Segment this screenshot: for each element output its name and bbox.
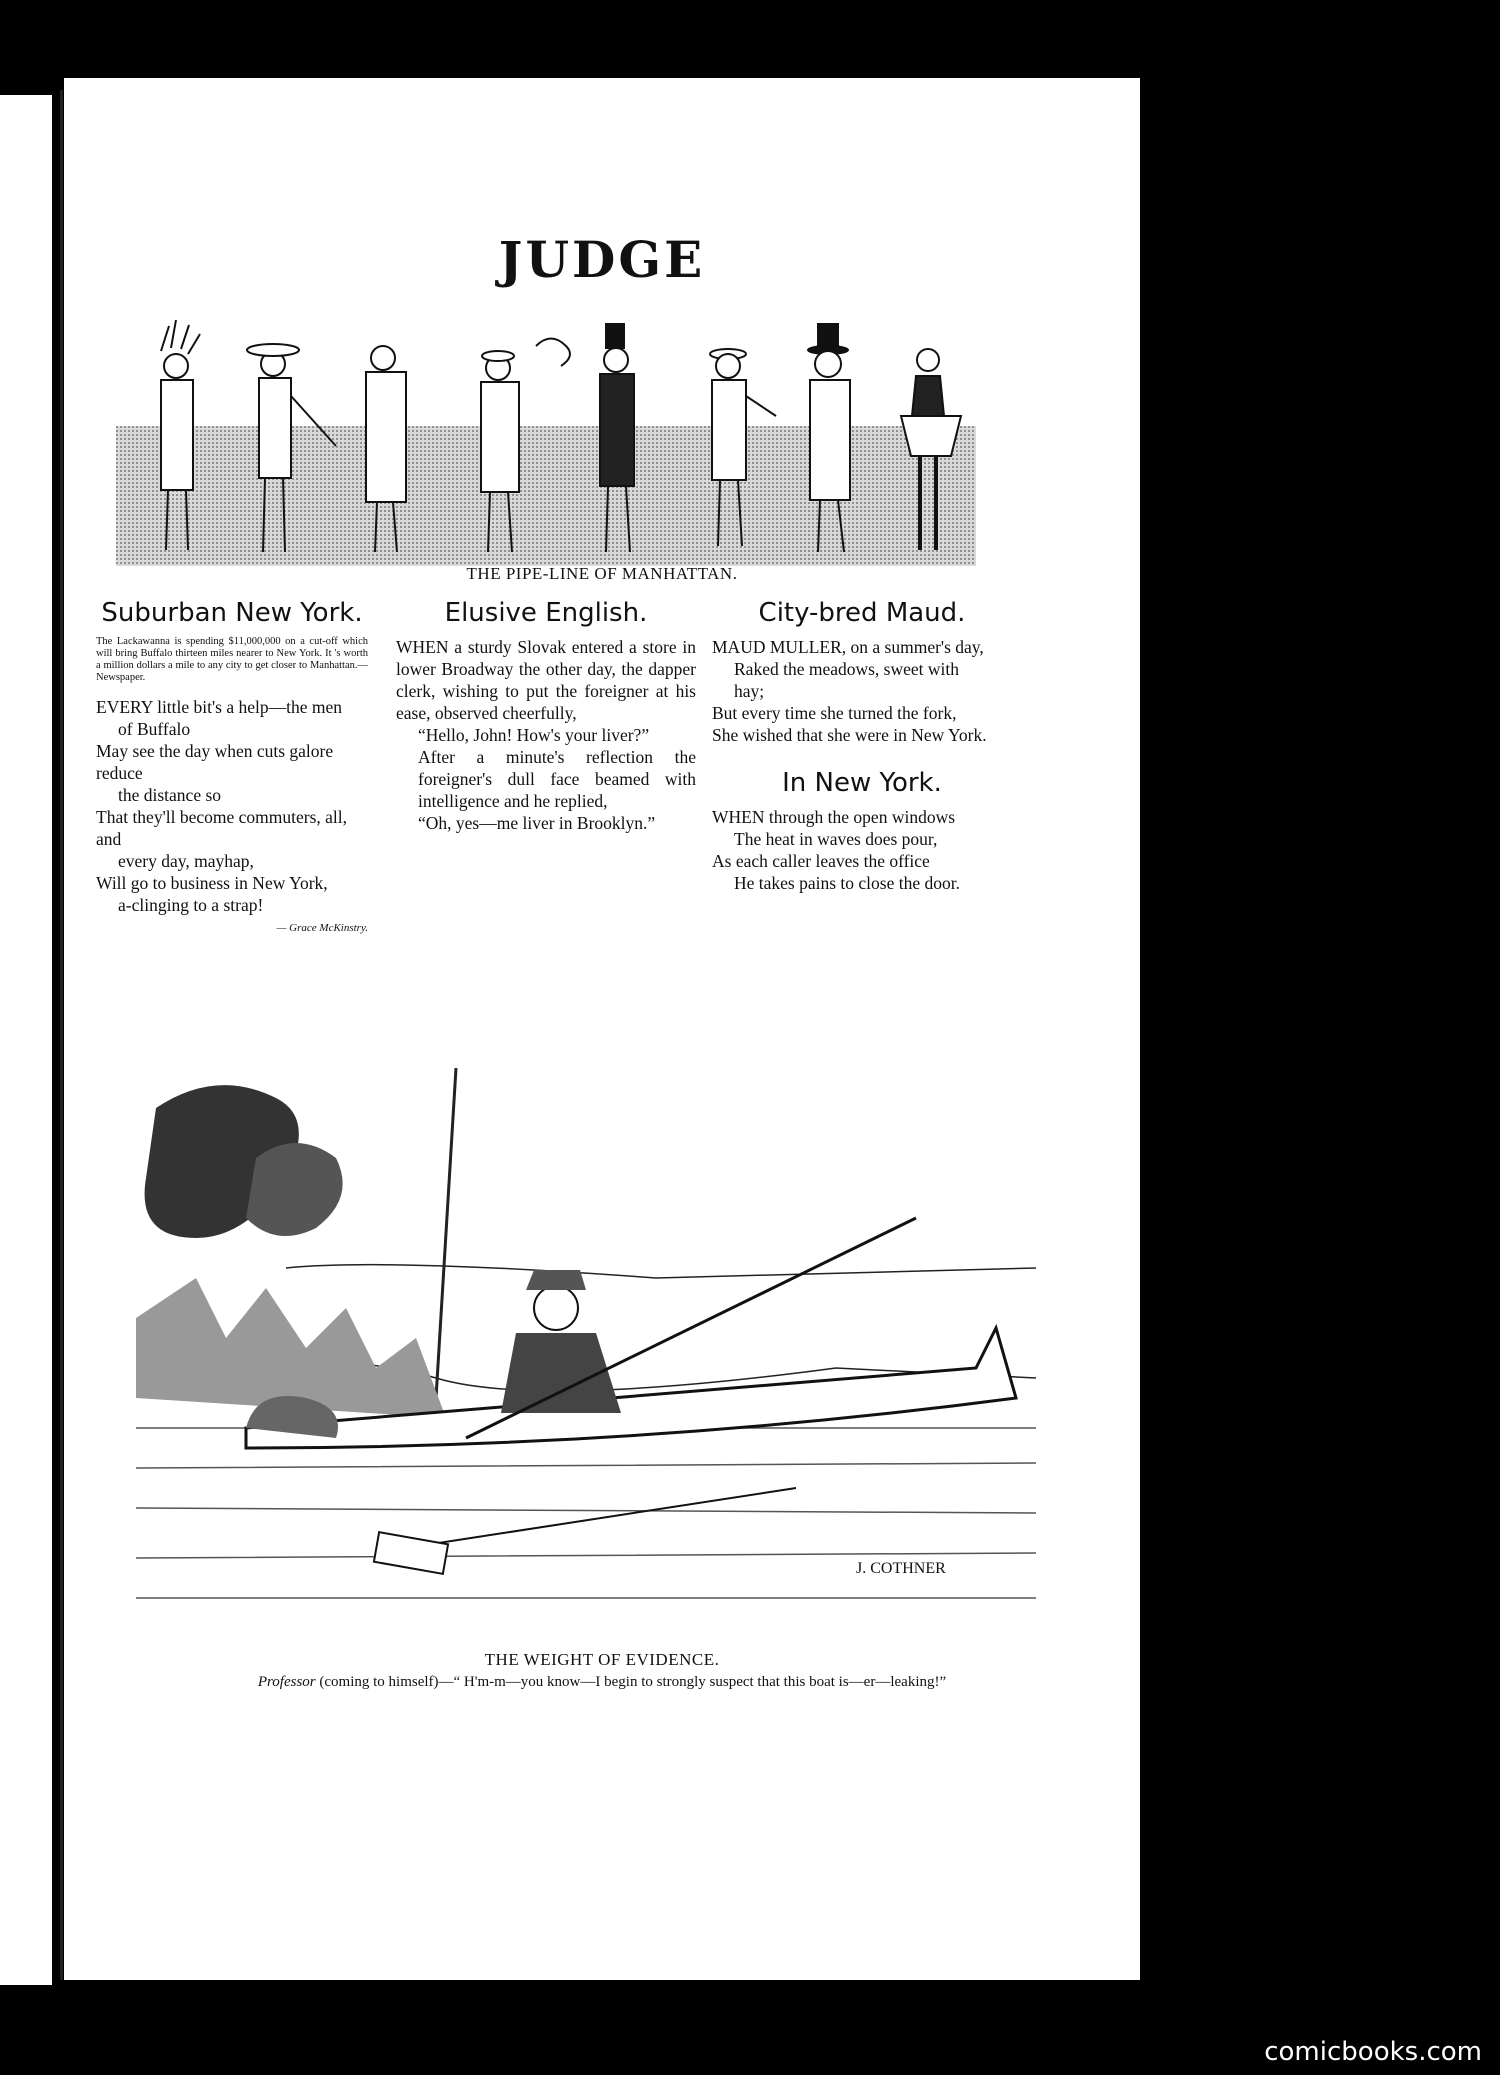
column-elusive-english <box>396 598 696 834</box>
bottom-cartoon-caption <box>64 1674 1140 1691</box>
poem-line: every day, mayhap, <box>118 851 254 871</box>
anecdote <box>396 636 696 834</box>
paragraph: After a minute's reflection the foreigner's dull face beamed with intelligence and he replied, <box>418 747 696 811</box>
column-heading: Elusive English. <box>444 598 648 628</box>
poem <box>96 696 368 916</box>
poem-line: Will go to business in New York, <box>96 873 328 893</box>
spine-line <box>60 90 63 1980</box>
poem-line: She wished that she were in New York. <box>712 725 987 745</box>
poem-line: EVERY little bit's a help—the men <box>96 697 343 717</box>
poem-attribution: — Grace McKinstry. <box>276 922 368 934</box>
adjacent-page-edge <box>0 95 52 1985</box>
column-city-bred-maud <box>712 598 1012 894</box>
poem-line: As each caller leaves the office <box>712 851 930 871</box>
column-heading: Suburban New York. <box>101 598 363 628</box>
sinking-boat-cartoon <box>136 1068 1036 1628</box>
speaker-label: Professor <box>257 1674 316 1690</box>
magazine-page <box>64 78 1140 1980</box>
poem-line: hay; <box>734 681 765 701</box>
paragraph: WHEN a sturdy Slovak entered a store in lower Broadway the other day, the dapper clerk, wishing to put the foreigner at his ease, observed cheerfully, <box>396 637 696 723</box>
poem-line: But every time she turned the fork, <box>712 703 957 723</box>
paragraph: “Oh, yes—me liver in Brooklyn.” <box>418 813 656 833</box>
watermark: comicbooks.com <box>1264 2037 1482 2067</box>
caption-text: (coming to himself)—“ H'm-m—you know—I begin to strongly suspect that this boat is—er—leaking!” <box>315 1674 947 1690</box>
artist-signature: J. COTHNER <box>856 1560 946 1577</box>
paragraph: “Hello, John! How's your liver?” <box>418 725 650 745</box>
poem <box>712 636 1012 746</box>
top-cartoon-caption: THE PIPE-LINE OF MANHATTAN. <box>466 564 738 583</box>
poem-line: May see the day when cuts galore reduce <box>96 741 334 783</box>
poem <box>712 806 1012 894</box>
poem-line: That they'll become commuters, all, and <box>96 807 347 849</box>
news-note: The Lackawanna is spending $11,000,000 on a cut-off which will bring Buffalo thirteen miles nearer to New York. It 's worth a million dollars a mile to any city to get closer to Manhattan.—Newspaper. <box>96 636 368 683</box>
poem-line: the distance so <box>118 785 222 805</box>
column-heading: In New York. <box>782 768 942 798</box>
poem-line: Raked the meadows, sweet with <box>734 659 960 679</box>
masthead: JUDGE <box>498 230 706 289</box>
poem-line: The heat in waves does pour, <box>734 829 938 849</box>
column-heading: City-bred Maud. <box>758 598 966 628</box>
poem-line: of Buffalo <box>118 719 191 739</box>
poem-line: WHEN through the open windows <box>712 807 956 827</box>
poem-line: He takes pains to close the door. <box>734 873 960 893</box>
poem-line: MAUD MULLER, on a summer's day, <box>712 637 984 657</box>
bottom-cartoon-title: THE WEIGHT OF EVIDENCE. <box>484 1650 720 1669</box>
poem-line: a-clinging to a strap! <box>118 895 264 915</box>
column-suburban-new-york <box>96 598 368 934</box>
